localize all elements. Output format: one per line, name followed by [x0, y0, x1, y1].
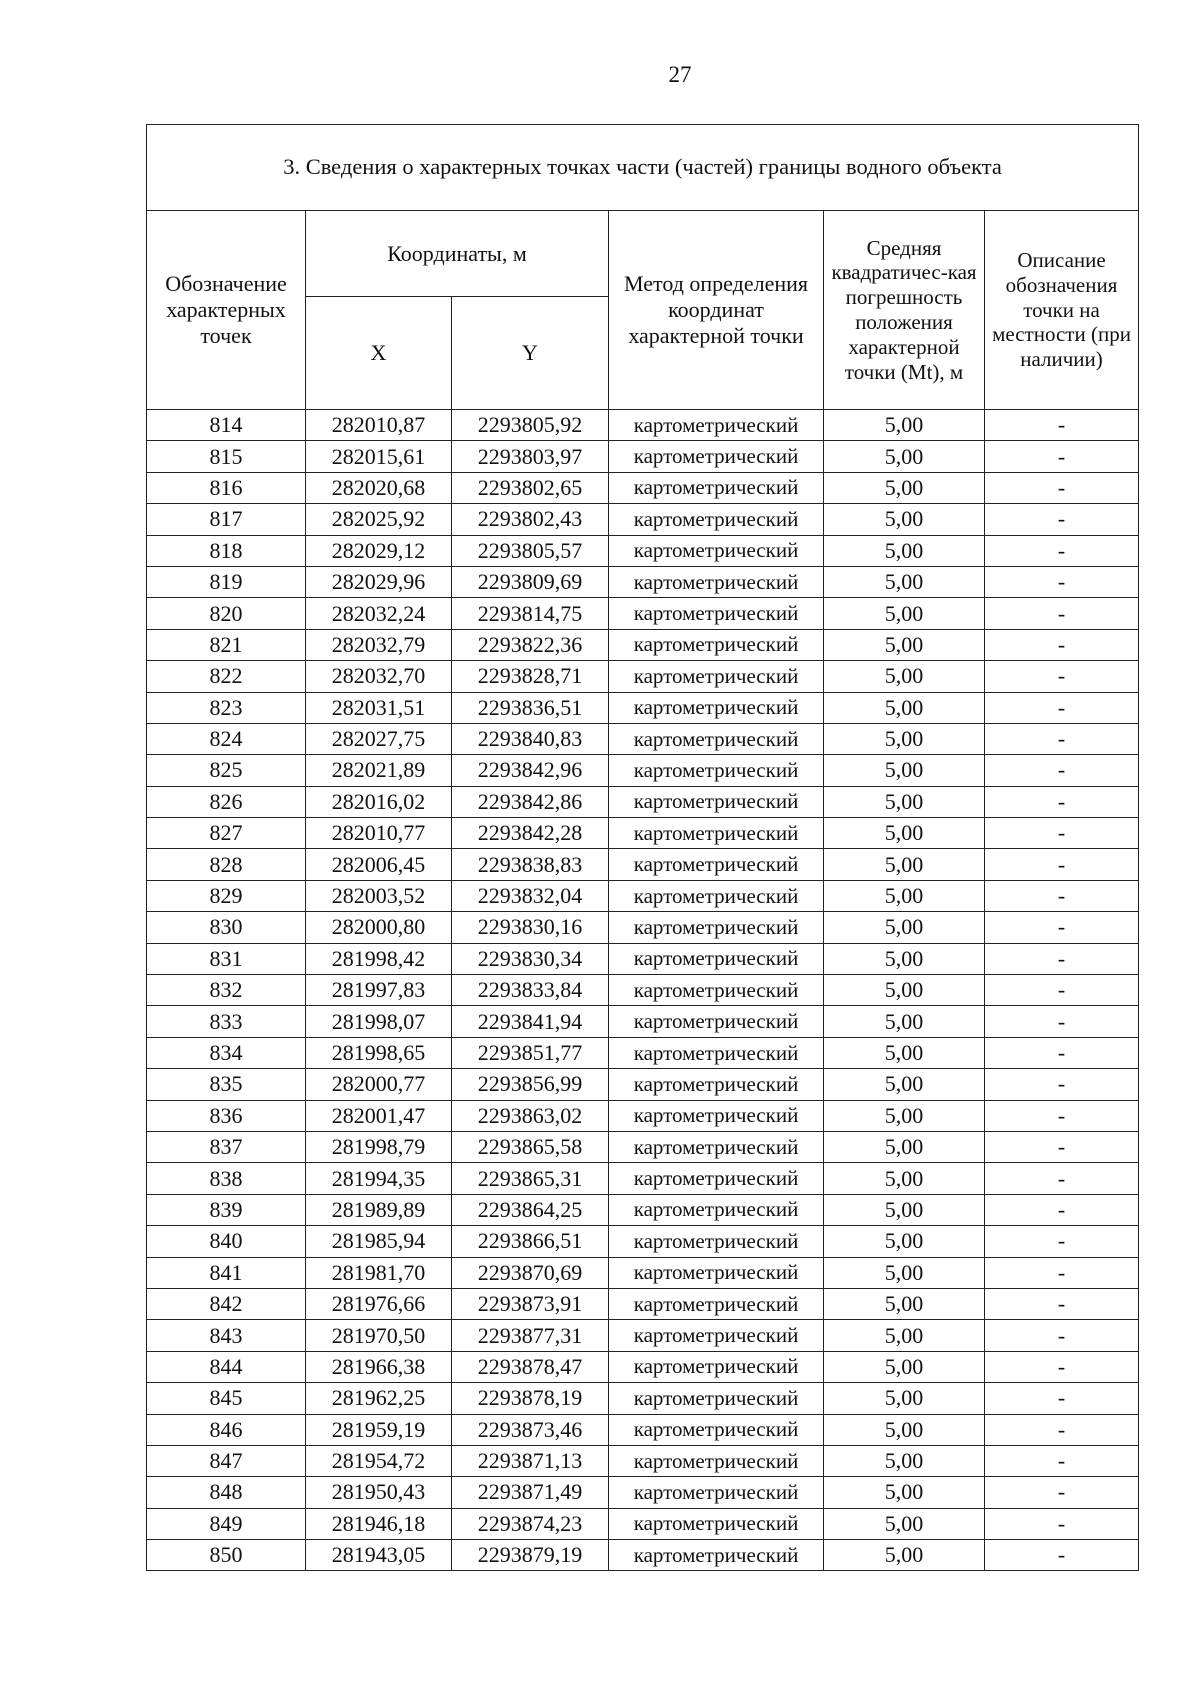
error-cell: 5,00	[824, 598, 985, 629]
x-coordinate-cell: 281981,70	[306, 1257, 452, 1288]
x-coordinate-cell: 282029,12	[306, 535, 452, 566]
error-cell: 5,00	[824, 786, 985, 817]
error-cell: 5,00	[824, 661, 985, 692]
description-cell: -	[985, 472, 1139, 503]
table-row	[147, 535, 1139, 566]
error-cell: 5,00	[824, 1131, 985, 1162]
x-coordinate-cell: 282032,24	[306, 598, 452, 629]
error-cell: 5,00	[824, 1477, 985, 1508]
table-row	[147, 410, 1139, 441]
table-row	[147, 1508, 1139, 1539]
table-body	[147, 410, 1139, 1571]
description-cell: -	[985, 598, 1139, 629]
y-coordinate-cell: 2293814,75	[452, 598, 609, 629]
description-cell: -	[985, 1383, 1139, 1414]
y-coordinate-cell: 2293879,19	[452, 1540, 609, 1571]
y-coordinate-cell: 2293803,97	[452, 441, 609, 472]
point-id-cell: 847	[147, 1445, 306, 1476]
x-coordinate-cell: 281976,66	[306, 1288, 452, 1319]
point-id-cell: 823	[147, 692, 306, 723]
error-cell: 5,00	[824, 1508, 985, 1539]
description-cell: -	[985, 441, 1139, 472]
method-cell: картометрический	[609, 629, 824, 660]
error-cell: 5,00	[824, 1163, 985, 1194]
x-coordinate-cell: 282027,75	[306, 723, 452, 754]
y-coordinate-cell: 2293870,69	[452, 1257, 609, 1288]
x-coordinate-cell: 281998,42	[306, 943, 452, 974]
table-row	[147, 786, 1139, 817]
description-cell: -	[985, 912, 1139, 943]
table-row	[147, 692, 1139, 723]
table-row	[147, 912, 1139, 943]
x-coordinate-cell: 282010,87	[306, 410, 452, 441]
table-row	[147, 1351, 1139, 1382]
table-row	[147, 1100, 1139, 1131]
description-cell: -	[985, 1100, 1139, 1131]
point-id-cell: 828	[147, 849, 306, 880]
table-row	[147, 943, 1139, 974]
error-cell: 5,00	[824, 1257, 985, 1288]
x-coordinate-cell: 281998,07	[306, 1006, 452, 1037]
method-cell: картометрический	[609, 1540, 824, 1571]
table-row	[147, 1069, 1139, 1100]
error-cell: 5,00	[824, 441, 985, 472]
point-id-cell: 830	[147, 912, 306, 943]
y-coordinate-cell: 2293874,23	[452, 1508, 609, 1539]
header-method: Метод определения координат характерной точки	[609, 211, 824, 410]
header-error: Средняя квадратичес-кая погрешность положения характерной точки (Mt), м	[824, 211, 985, 410]
y-coordinate-cell: 2293865,58	[452, 1131, 609, 1162]
table-row	[147, 1383, 1139, 1414]
y-coordinate-cell: 2293842,96	[452, 755, 609, 786]
x-coordinate-cell: 282029,96	[306, 566, 452, 597]
point-id-cell: 816	[147, 472, 306, 503]
point-id-cell: 814	[147, 410, 306, 441]
description-cell: -	[985, 1257, 1139, 1288]
header-description: Описание обозначения точки на местности (при наличии)	[985, 211, 1139, 410]
table-row	[147, 1163, 1139, 1194]
method-cell: картометрический	[609, 661, 824, 692]
description-cell: -	[985, 1351, 1139, 1382]
y-coordinate-cell: 2293832,04	[452, 880, 609, 911]
point-id-cell: 839	[147, 1194, 306, 1225]
method-cell: картометрический	[609, 1288, 824, 1319]
x-coordinate-cell: 281966,38	[306, 1351, 452, 1382]
y-coordinate-cell: 2293871,49	[452, 1477, 609, 1508]
table-row	[147, 1226, 1139, 1257]
point-id-cell: 841	[147, 1257, 306, 1288]
error-cell: 5,00	[824, 566, 985, 597]
x-coordinate-cell: 281954,72	[306, 1445, 452, 1476]
point-id-cell: 849	[147, 1508, 306, 1539]
description-cell: -	[985, 661, 1139, 692]
method-cell: картометрический	[609, 504, 824, 535]
error-cell: 5,00	[824, 943, 985, 974]
point-id-cell: 836	[147, 1100, 306, 1131]
error-cell: 5,00	[824, 755, 985, 786]
description-cell: -	[985, 410, 1139, 441]
x-coordinate-cell: 282001,47	[306, 1100, 452, 1131]
method-cell: картометрический	[609, 912, 824, 943]
x-coordinate-cell: 282021,89	[306, 755, 452, 786]
table-row	[147, 566, 1139, 597]
point-id-cell: 829	[147, 880, 306, 911]
error-cell: 5,00	[824, 880, 985, 911]
x-coordinate-cell: 281946,18	[306, 1508, 452, 1539]
point-id-cell: 824	[147, 723, 306, 754]
description-cell: -	[985, 1006, 1139, 1037]
table-row	[147, 1445, 1139, 1476]
description-cell: -	[985, 1069, 1139, 1100]
error-cell: 5,00	[824, 849, 985, 880]
x-coordinate-cell: 282006,45	[306, 849, 452, 880]
point-id-cell: 831	[147, 943, 306, 974]
description-cell: -	[985, 566, 1139, 597]
table-row	[147, 504, 1139, 535]
y-coordinate-cell: 2293871,13	[452, 1445, 609, 1476]
method-cell: картометрический	[609, 849, 824, 880]
y-coordinate-cell: 2293842,86	[452, 786, 609, 817]
table-row	[147, 629, 1139, 660]
point-id-cell: 818	[147, 535, 306, 566]
x-coordinate-cell: 281998,79	[306, 1131, 452, 1162]
method-cell: картометрический	[609, 1006, 824, 1037]
y-coordinate-cell: 2293809,69	[452, 566, 609, 597]
error-cell: 5,00	[824, 975, 985, 1006]
table-row	[147, 1257, 1139, 1288]
point-id-cell: 827	[147, 818, 306, 849]
description-cell: -	[985, 1226, 1139, 1257]
method-cell: картометрический	[609, 880, 824, 911]
point-id-cell: 822	[147, 661, 306, 692]
table-row	[147, 1131, 1139, 1162]
error-cell: 5,00	[824, 912, 985, 943]
description-cell: -	[985, 1194, 1139, 1225]
description-cell: -	[985, 755, 1139, 786]
description-cell: -	[985, 1477, 1139, 1508]
table-row	[147, 1194, 1139, 1225]
method-cell: картометрический	[609, 1069, 824, 1100]
method-cell: картометрический	[609, 1320, 824, 1351]
error-cell: 5,00	[824, 472, 985, 503]
y-coordinate-cell: 2293836,51	[452, 692, 609, 723]
x-coordinate-cell: 281994,35	[306, 1163, 452, 1194]
y-coordinate-cell: 2293830,16	[452, 912, 609, 943]
description-cell: -	[985, 849, 1139, 880]
description-cell: -	[985, 1320, 1139, 1351]
y-coordinate-cell: 2293873,91	[452, 1288, 609, 1319]
header-coordinates: Координаты, м	[306, 211, 609, 297]
x-coordinate-cell: 282015,61	[306, 441, 452, 472]
x-coordinate-cell: 281959,19	[306, 1414, 452, 1445]
y-coordinate-cell: 2293838,83	[452, 849, 609, 880]
table-row	[147, 661, 1139, 692]
method-cell: картометрический	[609, 1194, 824, 1225]
description-cell: -	[985, 1163, 1139, 1194]
point-id-cell: 825	[147, 755, 306, 786]
error-cell: 5,00	[824, 629, 985, 660]
description-cell: -	[985, 1540, 1139, 1571]
error-cell: 5,00	[824, 1194, 985, 1225]
x-coordinate-cell: 281970,50	[306, 1320, 452, 1351]
x-coordinate-cell: 282025,92	[306, 504, 452, 535]
description-cell: -	[985, 629, 1139, 660]
table-title: 3. Сведения о характерных точках части (частей) границы водного объекта	[147, 125, 1139, 211]
y-coordinate-cell: 2293856,99	[452, 1069, 609, 1100]
error-cell: 5,00	[824, 1414, 985, 1445]
method-cell: картометрический	[609, 1477, 824, 1508]
method-cell: картометрический	[609, 598, 824, 629]
method-cell: картометрический	[609, 943, 824, 974]
point-id-cell: 846	[147, 1414, 306, 1445]
point-id-cell: 832	[147, 975, 306, 1006]
y-coordinate-cell: 2293805,57	[452, 535, 609, 566]
error-cell: 5,00	[824, 818, 985, 849]
point-id-cell: 821	[147, 629, 306, 660]
error-cell: 5,00	[824, 1100, 985, 1131]
y-coordinate-cell: 2293822,36	[452, 629, 609, 660]
x-coordinate-cell: 282031,51	[306, 692, 452, 723]
point-id-cell: 834	[147, 1037, 306, 1068]
y-coordinate-cell: 2293864,25	[452, 1194, 609, 1225]
x-coordinate-cell: 282003,52	[306, 880, 452, 911]
header-designation: Обозначение характерных точек	[147, 211, 306, 410]
table-row	[147, 1288, 1139, 1319]
error-cell: 5,00	[824, 723, 985, 754]
error-cell: 5,00	[824, 1037, 985, 1068]
table-row	[147, 880, 1139, 911]
x-coordinate-cell: 281997,83	[306, 975, 452, 1006]
error-cell: 5,00	[824, 1383, 985, 1414]
table-row	[147, 1477, 1139, 1508]
table-row	[147, 755, 1139, 786]
y-coordinate-cell: 2293833,84	[452, 975, 609, 1006]
method-cell: картометрический	[609, 1445, 824, 1476]
method-cell: картометрический	[609, 1257, 824, 1288]
x-coordinate-cell: 282010,77	[306, 818, 452, 849]
error-cell: 5,00	[824, 535, 985, 566]
description-cell: -	[985, 1414, 1139, 1445]
point-id-cell: 850	[147, 1540, 306, 1571]
method-cell: картометрический	[609, 1037, 824, 1068]
method-cell: картометрический	[609, 1508, 824, 1539]
description-cell: -	[985, 1445, 1139, 1476]
table-row	[147, 1540, 1139, 1571]
x-coordinate-cell: 281950,43	[306, 1477, 452, 1508]
point-id-cell: 845	[147, 1383, 306, 1414]
point-id-cell: 820	[147, 598, 306, 629]
page-number: 27	[668, 62, 692, 87]
description-cell: -	[985, 786, 1139, 817]
description-cell: -	[985, 818, 1139, 849]
point-id-cell: 848	[147, 1477, 306, 1508]
method-cell: картометрический	[609, 566, 824, 597]
description-cell: -	[985, 1131, 1139, 1162]
error-cell: 5,00	[824, 1006, 985, 1037]
y-coordinate-cell: 2293802,43	[452, 504, 609, 535]
point-id-cell: 826	[147, 786, 306, 817]
description-cell: -	[985, 504, 1139, 535]
x-coordinate-cell: 281962,25	[306, 1383, 452, 1414]
y-coordinate-cell: 2293873,46	[452, 1414, 609, 1445]
y-coordinate-cell: 2293878,19	[452, 1383, 609, 1414]
point-id-cell: 833	[147, 1006, 306, 1037]
method-cell: картометрический	[609, 1100, 824, 1131]
error-cell: 5,00	[824, 1540, 985, 1571]
y-coordinate-cell: 2293851,77	[452, 1037, 609, 1068]
error-cell: 5,00	[824, 1069, 985, 1100]
x-coordinate-cell: 281943,05	[306, 1540, 452, 1571]
y-coordinate-cell: 2293842,28	[452, 818, 609, 849]
header-x: X	[306, 297, 452, 410]
method-cell: картометрический	[609, 535, 824, 566]
method-cell: картометрический	[609, 975, 824, 1006]
method-cell: картометрический	[609, 1131, 824, 1162]
method-cell: картометрический	[609, 786, 824, 817]
description-cell: -	[985, 943, 1139, 974]
description-cell: -	[985, 1508, 1139, 1539]
point-id-cell: 837	[147, 1131, 306, 1162]
table-row	[147, 441, 1139, 472]
error-cell: 5,00	[824, 410, 985, 441]
y-coordinate-cell: 2293878,47	[452, 1351, 609, 1382]
description-cell: -	[985, 975, 1139, 1006]
description-cell: -	[985, 1037, 1139, 1068]
boundary-points-table	[146, 124, 1139, 1571]
y-coordinate-cell: 2293866,51	[452, 1226, 609, 1257]
x-coordinate-cell: 281989,89	[306, 1194, 452, 1225]
table-row	[147, 472, 1139, 503]
error-cell: 5,00	[824, 504, 985, 535]
table-row	[147, 975, 1139, 1006]
method-cell: картометрический	[609, 1383, 824, 1414]
y-coordinate-cell: 2293828,71	[452, 661, 609, 692]
header-y: Y	[452, 297, 609, 410]
method-cell: картометрический	[609, 818, 824, 849]
method-cell: картометрический	[609, 441, 824, 472]
error-cell: 5,00	[824, 1226, 985, 1257]
method-cell: картометрический	[609, 1414, 824, 1445]
point-id-cell: 844	[147, 1351, 306, 1382]
method-cell: картометрический	[609, 692, 824, 723]
method-cell: картометрический	[609, 755, 824, 786]
description-cell: -	[985, 692, 1139, 723]
table-row	[147, 1037, 1139, 1068]
point-id-cell: 815	[147, 441, 306, 472]
point-id-cell: 840	[147, 1226, 306, 1257]
x-coordinate-cell: 281998,65	[306, 1037, 452, 1068]
description-cell: -	[985, 880, 1139, 911]
y-coordinate-cell: 2293863,02	[452, 1100, 609, 1131]
description-cell: -	[985, 723, 1139, 754]
y-coordinate-cell: 2293877,31	[452, 1320, 609, 1351]
method-cell: картометрический	[609, 1226, 824, 1257]
y-coordinate-cell: 2293840,83	[452, 723, 609, 754]
x-coordinate-cell: 282000,80	[306, 912, 452, 943]
method-cell: картометрический	[609, 472, 824, 503]
point-id-cell: 835	[147, 1069, 306, 1100]
table-row	[147, 849, 1139, 880]
x-coordinate-cell: 282032,79	[306, 629, 452, 660]
table-row	[147, 818, 1139, 849]
method-cell: картометрический	[609, 1163, 824, 1194]
y-coordinate-cell: 2293805,92	[452, 410, 609, 441]
description-cell: -	[985, 535, 1139, 566]
method-cell: картометрический	[609, 1351, 824, 1382]
point-id-cell: 842	[147, 1288, 306, 1319]
method-cell: картометрический	[609, 410, 824, 441]
point-id-cell: 817	[147, 504, 306, 535]
error-cell: 5,00	[824, 1351, 985, 1382]
x-coordinate-cell: 282020,68	[306, 472, 452, 503]
error-cell: 5,00	[824, 692, 985, 723]
table-row	[147, 1006, 1139, 1037]
table-row	[147, 1414, 1139, 1445]
error-cell: 5,00	[824, 1445, 985, 1476]
point-id-cell: 843	[147, 1320, 306, 1351]
point-id-cell: 838	[147, 1163, 306, 1194]
y-coordinate-cell: 2293802,65	[452, 472, 609, 503]
y-coordinate-cell: 2293830,34	[452, 943, 609, 974]
y-coordinate-cell: 2293865,31	[452, 1163, 609, 1194]
table-row	[147, 723, 1139, 754]
x-coordinate-cell: 282000,77	[306, 1069, 452, 1100]
error-cell: 5,00	[824, 1288, 985, 1319]
table-row	[147, 598, 1139, 629]
x-coordinate-cell: 282032,70	[306, 661, 452, 692]
x-coordinate-cell: 282016,02	[306, 786, 452, 817]
x-coordinate-cell: 281985,94	[306, 1226, 452, 1257]
error-cell: 5,00	[824, 1320, 985, 1351]
method-cell: картометрический	[609, 723, 824, 754]
table-row	[147, 1320, 1139, 1351]
description-cell: -	[985, 1288, 1139, 1319]
y-coordinate-cell: 2293841,94	[452, 1006, 609, 1037]
point-id-cell: 819	[147, 566, 306, 597]
